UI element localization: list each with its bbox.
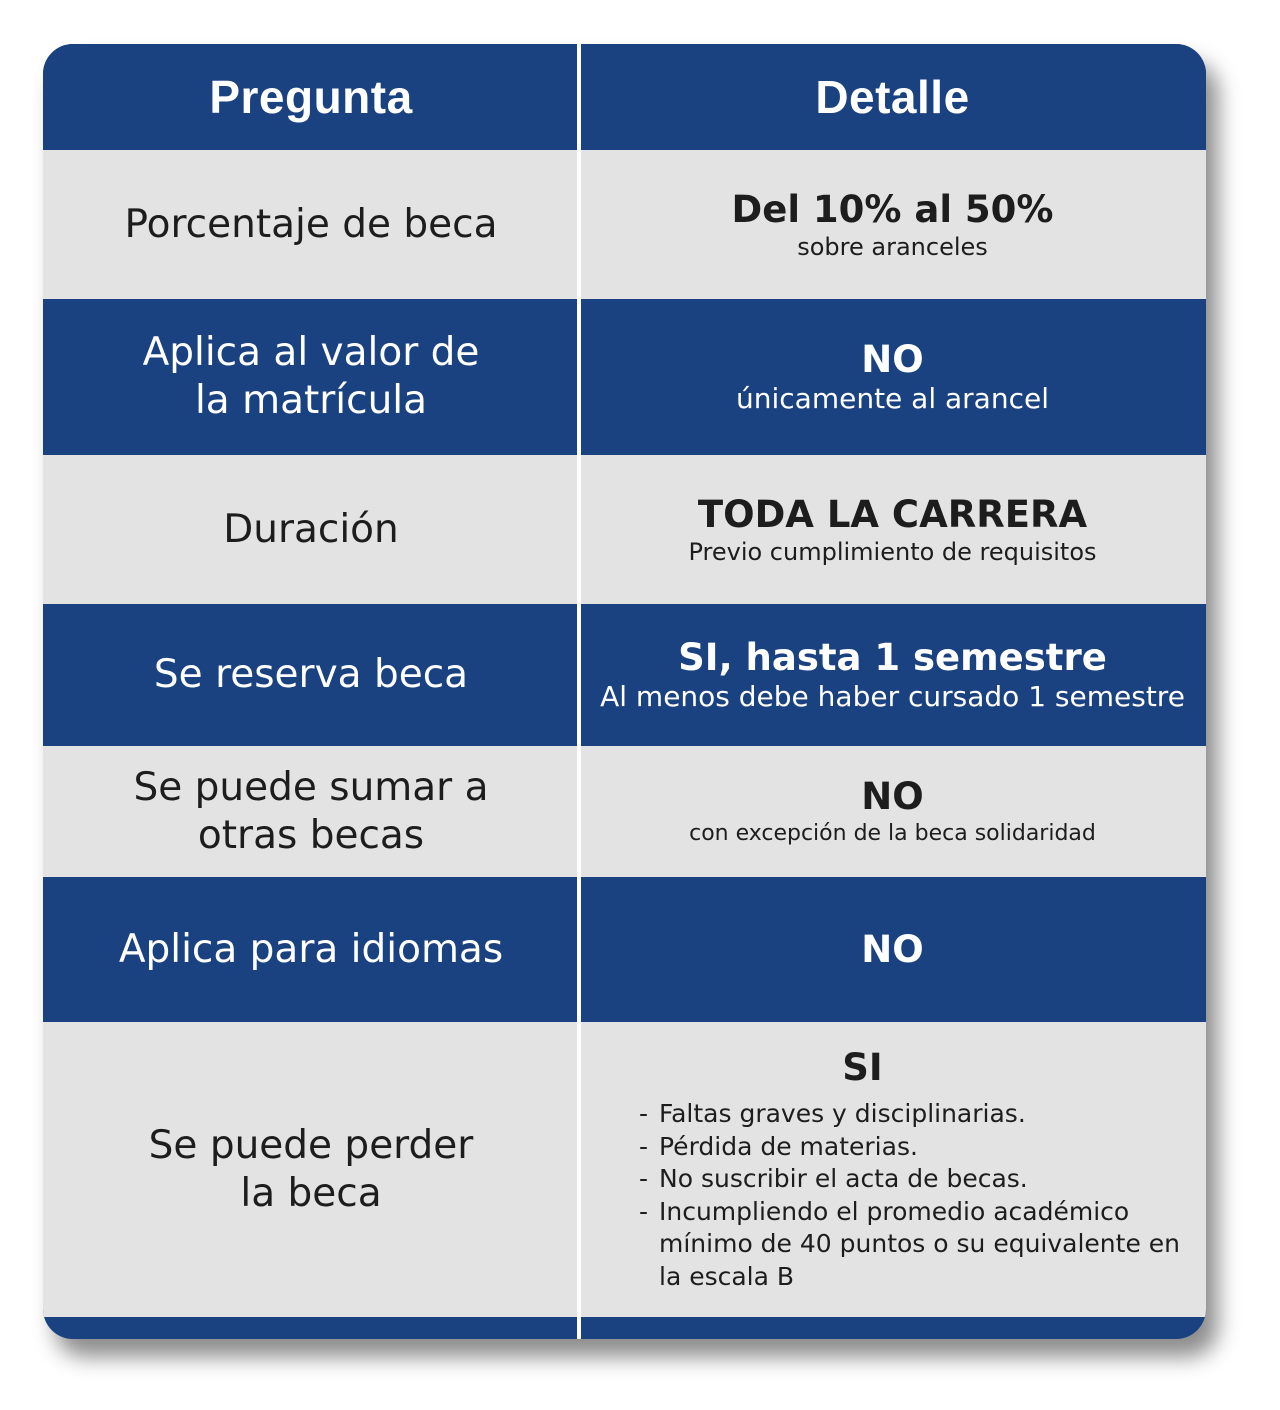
list-item: - Incumpliendo el promedio académico mínimo de 40 puntos o su equivalente en la escala B <box>639 1196 1199 1294</box>
detail-cell <box>579 299 1206 455</box>
question-text: Aplica al valor de la matrícula <box>142 330 480 423</box>
question-cell <box>43 604 579 746</box>
table-row <box>43 746 1206 877</box>
table-row <box>43 299 1206 455</box>
question-cell <box>43 746 579 877</box>
detail-main: NO <box>861 774 924 818</box>
list-item: - Faltas graves y disciplinarias. <box>639 1098 1199 1131</box>
detail-main: Del 10% al 50% <box>731 187 1054 231</box>
question-text: Porcentaje de beca <box>124 201 498 247</box>
detail-main: NO <box>861 338 924 381</box>
question-text: Duración <box>223 506 399 552</box>
detail-cell <box>579 746 1206 877</box>
question-cell <box>43 150 579 299</box>
detail-cell <box>579 604 1206 746</box>
detail-main: TODA LA CARRERA <box>697 492 1088 536</box>
question-text: Se puede sumar a otras becas <box>133 764 489 858</box>
detail-sub: sobre aranceles <box>797 232 988 261</box>
table-row <box>43 877 1206 1022</box>
question-text: Aplica para idiomas <box>118 926 504 972</box>
header-cell-detail <box>579 44 1206 150</box>
detail-main: NO <box>861 927 924 971</box>
detail-main: SI, hasta 1 semestre <box>678 636 1107 679</box>
header-question-label: Pregunta <box>209 71 413 123</box>
detail-cell <box>579 455 1206 604</box>
detail-sub: Previo cumplimiento de requisitos <box>688 537 1097 566</box>
table-row <box>43 455 1206 604</box>
table-row <box>43 604 1206 746</box>
question-cell <box>43 299 579 455</box>
list-item: - No suscribir el acta de becas. <box>639 1163 1199 1196</box>
question-text: Se puede perder la beca <box>148 1122 474 1216</box>
scholarship-table <box>43 44 1206 1339</box>
detail-cell <box>579 877 1206 1022</box>
table-header <box>43 44 1206 150</box>
question-cell <box>43 455 579 604</box>
detail-sub: con excepción de la beca solidaridad <box>689 820 1096 846</box>
table-row <box>43 150 1206 299</box>
detail-main: SI <box>842 1046 883 1089</box>
detail-sub: Al menos debe haber cursado 1 semestre <box>600 680 1185 713</box>
list-item: - Pérdida de materias. <box>639 1131 1199 1164</box>
reasons-list <box>639 1098 1199 1293</box>
detail-cell <box>579 150 1206 299</box>
header-detail-label: Detalle <box>815 71 970 123</box>
detail-sub: únicamente al arancel <box>736 382 1049 415</box>
question-text: Se reserva beca <box>153 652 469 697</box>
header-cell-question <box>43 44 579 150</box>
question-cell <box>43 1022 579 1317</box>
table-row <box>43 1022 1206 1317</box>
question-cell <box>43 877 579 1022</box>
detail-cell <box>579 1022 1206 1317</box>
column-divider <box>577 44 581 1339</box>
